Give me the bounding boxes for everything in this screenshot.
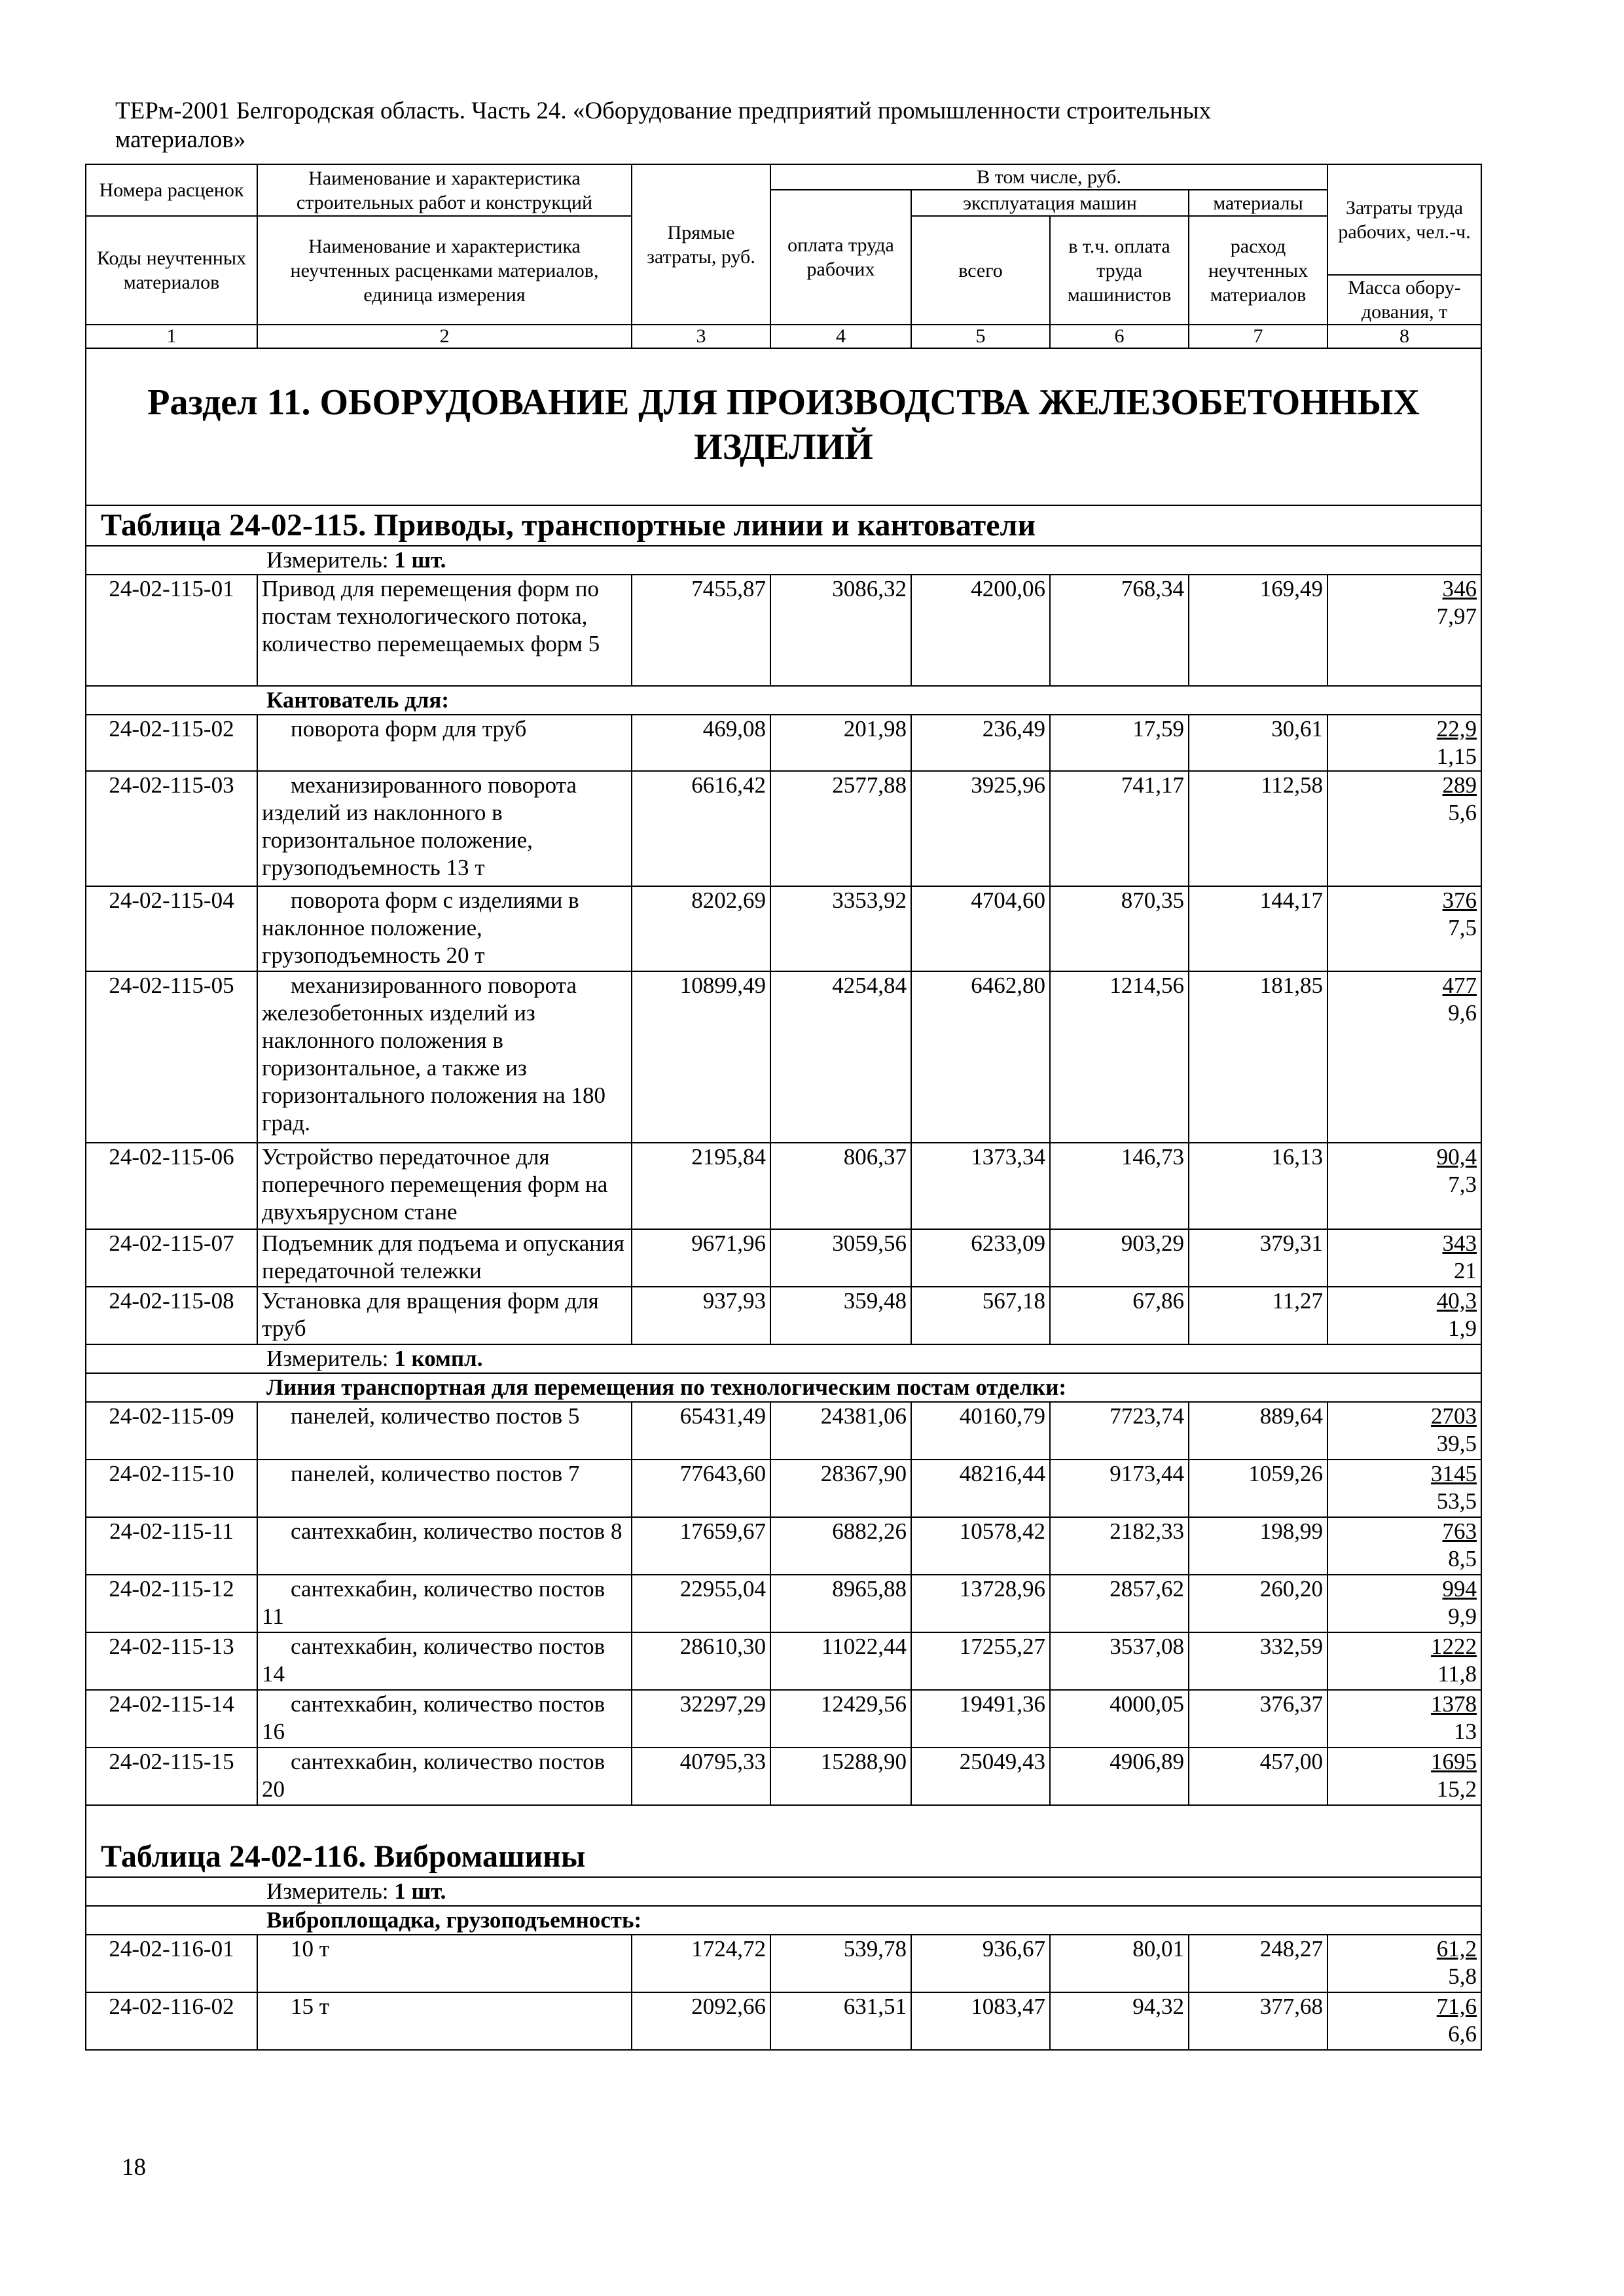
rate-code: 24-02-115-06 — [86, 1143, 257, 1229]
labor-hours-mass — [1327, 715, 1481, 771]
labor-cost: 359,48 — [770, 1287, 911, 1344]
col-header-2-top: Наименование и характеристика строительных работ и конструкций — [257, 164, 632, 216]
labor-hours: 994 — [1442, 1576, 1477, 1602]
materials-cost: 16,13 — [1189, 1143, 1327, 1229]
materials-cost: 260,20 — [1189, 1575, 1327, 1632]
labor-hours-mass — [1327, 1575, 1481, 1632]
col-header-3: Прямые затраты, руб. — [632, 164, 770, 325]
table-row — [86, 1690, 1481, 1748]
rates-table — [85, 164, 1482, 2051]
measure-value: 1 компл. — [394, 1346, 483, 1371]
labor-hours-mass — [1327, 1748, 1481, 1805]
labor-cost: 539,78 — [770, 1935, 911, 1992]
col-header-machines: эксплуатация машин — [911, 190, 1189, 216]
direct-cost: 40795,33 — [632, 1748, 770, 1805]
column-number: 1 — [86, 325, 257, 348]
equipment-mass: 5,8 — [1448, 1964, 1477, 1989]
labor-cost: 12429,56 — [770, 1690, 911, 1748]
rate-code: 24-02-115-05 — [86, 971, 257, 1143]
measure-value: 1 шт. — [394, 547, 446, 573]
rate-code: 24-02-115-11 — [86, 1517, 257, 1575]
column-number: 2 — [257, 325, 632, 348]
materials-cost: 198,99 — [1189, 1517, 1327, 1575]
table-row — [86, 575, 1481, 686]
equipment-mass: 1,9 — [1448, 1316, 1477, 1341]
measure-row — [86, 1877, 1481, 1906]
direct-cost: 469,08 — [632, 715, 770, 771]
labor-hours-mass — [1327, 971, 1481, 1143]
machines-total: 40160,79 — [911, 1402, 1050, 1460]
direct-cost: 77643,60 — [632, 1460, 770, 1517]
direct-cost: 9671,96 — [632, 1229, 770, 1287]
labor-hours-mass — [1327, 1460, 1481, 1517]
table-row — [86, 1748, 1481, 1805]
labor-cost: 3059,56 — [770, 1229, 911, 1287]
machinist-labor: 3537,08 — [1050, 1632, 1189, 1690]
rate-code: 24-02-115-15 — [86, 1748, 257, 1805]
machines-total: 10578,42 — [911, 1517, 1050, 1575]
direct-cost: 65431,49 — [632, 1402, 770, 1460]
col-header-8-bottom: Масса обору-дования, т — [1327, 275, 1481, 325]
direct-cost: 937,93 — [632, 1287, 770, 1344]
group-heading: Виброплощадка, грузоподъемность: — [86, 1906, 1481, 1935]
materials-cost: 248,27 — [1189, 1935, 1327, 1992]
labor-hours: 343 — [1442, 1230, 1477, 1256]
materials-cost: 181,85 — [1189, 971, 1327, 1143]
measure-row — [86, 546, 1481, 575]
rate-code: 24-02-116-02 — [86, 1992, 257, 2050]
rate-name: механизированного поворота изделий из наклонного в горизонтальное положение, грузоподъемность 13 т — [257, 771, 632, 886]
table-row — [86, 1517, 1481, 1575]
col-header-5: всего — [911, 216, 1050, 325]
table-row — [86, 1143, 1481, 1229]
labor-hours-mass — [1327, 575, 1481, 686]
machinist-labor: 1214,56 — [1050, 971, 1189, 1143]
rate-code: 24-02-115-04 — [86, 886, 257, 971]
equipment-mass: 13 — [1454, 1719, 1477, 1744]
table-row — [86, 771, 1481, 886]
table-row — [86, 886, 1481, 971]
rate-code: 24-02-115-13 — [86, 1632, 257, 1690]
labor-cost: 28367,90 — [770, 1460, 911, 1517]
labor-cost: 201,98 — [770, 715, 911, 771]
rate-name: панелей, количество постов 7 — [257, 1460, 632, 1517]
labor-hours-mass — [1327, 1287, 1481, 1344]
labor-hours: 3145 — [1431, 1461, 1477, 1486]
machinist-labor: 146,73 — [1050, 1143, 1189, 1229]
table-row — [86, 1935, 1481, 1992]
labor-cost: 3086,32 — [770, 575, 911, 686]
materials-cost: 889,64 — [1189, 1402, 1327, 1460]
labor-hours: 61,2 — [1436, 1936, 1477, 1962]
column-number: 8 — [1327, 325, 1481, 348]
col-header-8-top: Затраты труда рабочих, чел.-ч. — [1327, 164, 1481, 275]
direct-cost: 2092,66 — [632, 1992, 770, 2050]
measure-value: 1 шт. — [394, 1878, 446, 1904]
machines-total: 936,67 — [911, 1935, 1050, 1992]
col-header-materials: материалы — [1189, 190, 1327, 216]
table-row — [86, 1402, 1481, 1460]
machines-total: 6462,80 — [911, 971, 1050, 1143]
table-row — [86, 1460, 1481, 1517]
rate-name: Подъемник для подъема и опускания передаточной тележки — [257, 1229, 632, 1287]
equipment-mass: 7,3 — [1448, 1172, 1477, 1197]
rate-code: 24-02-115-14 — [86, 1690, 257, 1748]
materials-cost: 377,68 — [1189, 1992, 1327, 2050]
labor-hours-mass — [1327, 1229, 1481, 1287]
direct-cost: 8202,69 — [632, 886, 770, 971]
materials-cost: 144,17 — [1189, 886, 1327, 971]
rate-name: поворота форм для труб — [257, 715, 632, 771]
machinist-labor: 4000,05 — [1050, 1690, 1189, 1748]
materials-cost: 332,59 — [1189, 1632, 1327, 1690]
table-row — [86, 1992, 1481, 2050]
labor-hours-mass — [1327, 1935, 1481, 1992]
rate-name: сантехкабин, количество постов 16 — [257, 1690, 632, 1748]
labor-cost: 631,51 — [770, 1992, 911, 2050]
labor-cost: 3353,92 — [770, 886, 911, 971]
rate-code: 24-02-115-08 — [86, 1287, 257, 1344]
header-line-1: ТЕРм-2001 Белгородская область. Часть 24. «Оборудование предприятий промышленности строительных — [115, 98, 1212, 124]
labor-hours: 2703 — [1431, 1403, 1477, 1429]
table-115-title: Таблица 24-02-115. Приводы, транспортные линии и кантователи — [86, 505, 1481, 546]
col-header-7: расход неучтенных материалов — [1189, 216, 1327, 325]
labor-cost: 8965,88 — [770, 1575, 911, 1632]
labor-cost: 15288,90 — [770, 1748, 911, 1805]
rate-code: 24-02-115-03 — [86, 771, 257, 886]
col-header-1-bottom: Коды неучтенных материалов — [86, 216, 257, 325]
direct-cost: 6616,42 — [632, 771, 770, 886]
column-number: 4 — [770, 325, 911, 348]
rate-name: сантехкабин, количество постов 11 — [257, 1575, 632, 1632]
machines-total: 17255,27 — [911, 1632, 1050, 1690]
machinist-labor: 903,29 — [1050, 1229, 1189, 1287]
section-title: Раздел 11. ОБОРУДОВАНИЕ ДЛЯ ПРОИЗВОДСТВА ЖЕЛЕЗОБЕТОННЫХ ИЗДЕЛИЙ — [86, 348, 1481, 505]
machinist-labor: 2182,33 — [1050, 1517, 1189, 1575]
equipment-mass: 21 — [1454, 1258, 1477, 1283]
equipment-mass: 9,9 — [1448, 1604, 1477, 1629]
measure-label: Измеритель: — [266, 1346, 395, 1371]
direct-cost: 32297,29 — [632, 1690, 770, 1748]
rate-name: поворота форм с изделиями в наклонное положение, грузоподъемность 20 т — [257, 886, 632, 971]
rate-name: Привод для перемещения форм по постам технологического потока, количество перемещаемых форм 5 — [257, 575, 632, 686]
labor-hours-mass — [1327, 1632, 1481, 1690]
col-header-2-bottom: Наименование и характеристика неучтенных расценками материалов, единица измерения — [257, 216, 632, 325]
machinist-labor: 7723,74 — [1050, 1402, 1189, 1460]
column-number: 7 — [1189, 325, 1327, 348]
column-number: 3 — [632, 325, 770, 348]
labor-cost: 6882,26 — [770, 1517, 911, 1575]
table-row — [86, 1287, 1481, 1344]
rate-code: 24-02-115-09 — [86, 1402, 257, 1460]
labor-cost: 24381,06 — [770, 1402, 911, 1460]
machines-total: 6233,09 — [911, 1229, 1050, 1287]
machines-total: 25049,43 — [911, 1748, 1050, 1805]
labor-hours: 40,3 — [1436, 1288, 1477, 1314]
materials-cost: 376,37 — [1189, 1690, 1327, 1748]
equipment-mass: 1,15 — [1436, 744, 1477, 769]
materials-cost: 379,31 — [1189, 1229, 1327, 1287]
equipment-mass: 53,5 — [1436, 1488, 1477, 1514]
measure-row — [86, 1344, 1481, 1373]
rate-code: 24-02-115-02 — [86, 715, 257, 771]
direct-cost: 7455,87 — [632, 575, 770, 686]
machines-total: 3925,96 — [911, 771, 1050, 886]
table-row — [86, 1229, 1481, 1287]
labor-hours: 289 — [1442, 772, 1477, 798]
page-number: 18 — [122, 2154, 146, 2181]
labor-cost: 2577,88 — [770, 771, 911, 886]
direct-cost: 10899,49 — [632, 971, 770, 1143]
equipment-mass: 15,2 — [1436, 1776, 1477, 1802]
labor-cost: 806,37 — [770, 1143, 911, 1229]
direct-cost: 28610,30 — [632, 1632, 770, 1690]
table-row — [86, 1575, 1481, 1632]
equipment-mass: 7,5 — [1448, 915, 1477, 941]
machines-total: 236,49 — [911, 715, 1050, 771]
machines-total: 4200,06 — [911, 575, 1050, 686]
direct-cost: 22955,04 — [632, 1575, 770, 1632]
equipment-mass: 9,6 — [1448, 1000, 1477, 1026]
machinist-labor: 80,01 — [1050, 1935, 1189, 1992]
labor-cost: 11022,44 — [770, 1632, 911, 1690]
machinist-labor: 768,34 — [1050, 575, 1189, 686]
materials-cost: 11,27 — [1189, 1287, 1327, 1344]
rate-code: 24-02-115-12 — [86, 1575, 257, 1632]
materials-cost: 112,58 — [1189, 771, 1327, 886]
rate-name: панелей, количество постов 5 — [257, 1402, 632, 1460]
labor-hours-mass — [1327, 771, 1481, 886]
rate-name: Устройство передаточное для поперечного перемещения форм на двухъярусном стане — [257, 1143, 632, 1229]
column-number: 5 — [911, 325, 1050, 348]
labor-cost: 4254,84 — [770, 971, 911, 1143]
labor-hours-mass — [1327, 1517, 1481, 1575]
table-116-title: Таблица 24-02-116. Вибромашины — [86, 1805, 1481, 1877]
rate-code: 24-02-116-01 — [86, 1935, 257, 1992]
labor-hours: 1695 — [1431, 1749, 1477, 1774]
machinist-labor: 67,86 — [1050, 1287, 1189, 1344]
machines-total: 1373,34 — [911, 1143, 1050, 1229]
measure-label: Измеритель: — [266, 547, 395, 573]
machinist-labor: 4906,89 — [1050, 1748, 1189, 1805]
labor-hours: 71,6 — [1436, 1994, 1477, 2019]
machines-total: 13728,96 — [911, 1575, 1050, 1632]
labor-hours: 376 — [1442, 888, 1477, 913]
rate-name: механизированного поворота железобетонных изделий из наклонного положения в горизонтальное, а также из горизонтального положения на 180 град. — [257, 971, 632, 1143]
materials-cost: 30,61 — [1189, 715, 1327, 771]
col-header-6: в т.ч. оплата труда машинистов — [1050, 216, 1189, 325]
rate-name: сантехкабин, количество постов 20 — [257, 1748, 632, 1805]
materials-cost: 169,49 — [1189, 575, 1327, 686]
equipment-mass: 6,6 — [1448, 2021, 1477, 2047]
equipment-mass: 11,8 — [1437, 1661, 1477, 1687]
machinist-labor: 94,32 — [1050, 1992, 1189, 2050]
document-header — [115, 97, 1457, 154]
column-number: 6 — [1050, 325, 1189, 348]
labor-hours-mass — [1327, 1143, 1481, 1229]
machines-total: 1083,47 — [911, 1992, 1050, 2050]
labor-hours: 346 — [1442, 576, 1477, 601]
group-heading: Кантователь для: — [86, 686, 1481, 715]
equipment-mass: 8,5 — [1448, 1546, 1477, 1571]
column-numbers-row — [86, 325, 1481, 348]
header-line-2: материалов» — [115, 126, 246, 153]
labor-hours: 90,4 — [1436, 1144, 1477, 1170]
machinist-labor: 9173,44 — [1050, 1460, 1189, 1517]
table-row — [86, 1632, 1481, 1690]
labor-hours-mass — [1327, 886, 1481, 971]
materials-cost: 457,00 — [1189, 1748, 1327, 1805]
col-header-including: В том числе, руб. — [770, 164, 1327, 190]
labor-hours: 22,9 — [1436, 716, 1477, 742]
direct-cost: 2195,84 — [632, 1143, 770, 1229]
direct-cost: 17659,67 — [632, 1517, 770, 1575]
direct-cost: 1724,72 — [632, 1935, 770, 1992]
machinist-labor: 17,59 — [1050, 715, 1189, 771]
rate-code: 24-02-115-10 — [86, 1460, 257, 1517]
col-header-1-top: Номера расценок — [86, 164, 257, 216]
equipment-mass: 39,5 — [1436, 1431, 1477, 1456]
rate-name: Установка для вращения форм для труб — [257, 1287, 632, 1344]
equipment-mass: 5,6 — [1448, 800, 1477, 825]
col-header-4: оплата труда рабочих — [770, 190, 911, 325]
machines-total: 4704,60 — [911, 886, 1050, 971]
rate-name: сантехкабин, количество постов 14 — [257, 1632, 632, 1690]
table-row — [86, 715, 1481, 771]
table-row — [86, 971, 1481, 1143]
labor-hours: 763 — [1442, 1518, 1477, 1544]
rate-code: 24-02-115-01 — [86, 575, 257, 686]
labor-hours: 1222 — [1431, 1634, 1477, 1659]
labor-hours: 1378 — [1431, 1691, 1477, 1717]
group-heading: Линия транспортная для перемещения по технологическим постам отделки: — [86, 1373, 1481, 1402]
materials-cost: 1059,26 — [1189, 1460, 1327, 1517]
rate-name: 10 т — [257, 1935, 632, 1992]
labor-hours-mass — [1327, 1690, 1481, 1748]
rate-code: 24-02-115-07 — [86, 1229, 257, 1287]
machines-total: 48216,44 — [911, 1460, 1050, 1517]
machinist-labor: 870,35 — [1050, 886, 1189, 971]
labor-hours: 477 — [1442, 973, 1477, 998]
machines-total: 19491,36 — [911, 1690, 1050, 1748]
labor-hours-mass — [1327, 1402, 1481, 1460]
machines-total: 567,18 — [911, 1287, 1050, 1344]
measure-label: Измеритель: — [266, 1878, 395, 1904]
equipment-mass: 7,97 — [1436, 603, 1477, 629]
machinist-labor: 741,17 — [1050, 771, 1189, 886]
labor-hours-mass — [1327, 1992, 1481, 2050]
rate-name: 15 т — [257, 1992, 632, 2050]
machinist-labor: 2857,62 — [1050, 1575, 1189, 1632]
rate-name: сантехкабин, количество постов 8 — [257, 1517, 632, 1575]
